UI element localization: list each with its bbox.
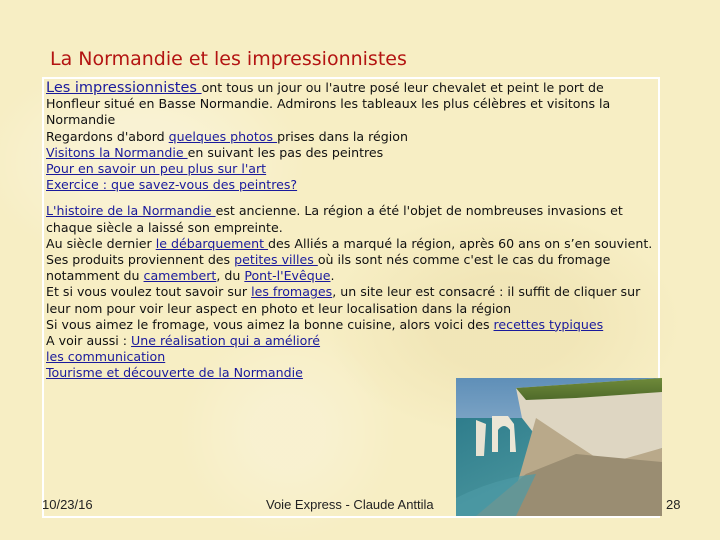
realisation-link[interactable]: Une réalisation qui a amélioré [131, 333, 321, 349]
photos-line-after: prises dans la région [277, 128, 408, 144]
footer-date: 10/23/16 [42, 497, 93, 512]
histoire-paragraph [46, 203, 661, 235]
visitons-line-after: en suivant les pas des peintres [187, 144, 384, 160]
photos-link[interactable]: quelques photos [168, 128, 278, 144]
spacer [46, 193, 661, 203]
recettes-link[interactable]: recettes typiques [493, 316, 604, 332]
recettes-before: Si vous aimez le fromage, vous aimez la bonne cuisine, alors voici des [46, 316, 494, 332]
footer-page-number: 28 [666, 497, 681, 512]
voir-aussi-before: A voir aussi : [46, 333, 132, 349]
fromages-before: Et si vous voulez tout savoir sur [46, 284, 252, 300]
art-line [46, 161, 661, 177]
debarquement-link[interactable]: le débarquement [155, 235, 269, 251]
photos-line-before: Regardons d'abord [46, 128, 169, 144]
exercice-line [46, 177, 661, 193]
communication-line [46, 349, 661, 365]
page-title: La Normandie et les impressionnistes [50, 48, 407, 70]
pont-leveque-link[interactable]: Pont-l'Evêque [244, 268, 331, 284]
petites-villes-link[interactable]: petites villes [234, 252, 318, 268]
fromages-link[interactable]: les fromages [251, 284, 333, 300]
tourisme-link[interactable]: Tourisme et découverte de la Normandie [46, 365, 303, 381]
visitons-line [46, 145, 661, 161]
visitons-link[interactable]: Visitons la Normandie [46, 144, 188, 160]
debarquement-after: des Alliés a marqué la région, après 60 ans on s’en souvient. [268, 235, 653, 251]
histoire-text: est ancienne. La région a été l'objet de nombreuses invasions et chaque siècle a laissé son empreinte. [46, 203, 623, 235]
produits-after: . [330, 268, 335, 284]
communication-link[interactable]: les communication [46, 349, 166, 365]
produits-middle2: , du [216, 268, 245, 284]
content-body [46, 80, 661, 382]
debarquement-paragraph [46, 236, 661, 252]
impressionnistes-link[interactable]: Les impressionnistes [46, 80, 202, 96]
photos-line [46, 129, 661, 145]
camembert-link[interactable]: camembert [143, 268, 217, 284]
intro-text: ont tous un jour ou l'autre posé leur chevalet et peint le port de Honfleur situé en Basse Normandie. Admirons les tableaux les plus célèbres et visitons la Normandie [46, 80, 611, 128]
recettes-paragraph [46, 317, 661, 333]
fromages-paragraph [46, 284, 661, 316]
exercice-link[interactable]: Exercice : que savez-vous des peintres? [46, 177, 298, 193]
art-link[interactable]: Pour en savoir un peu plus sur l'art [46, 161, 267, 177]
produits-before: Ses produits proviennent des [46, 252, 235, 268]
produits-middle: où ils sont nés comme c'est le cas du fromage notamment du [46, 252, 611, 284]
debarquement-before: Au siècle dernier [46, 235, 156, 251]
intro-paragraph [46, 80, 661, 129]
voir-aussi-line [46, 333, 661, 349]
produits-paragraph [46, 252, 661, 284]
histoire-link[interactable]: L'histoire de la Normandie [46, 203, 216, 219]
etretat-cliffs-photo [456, 378, 662, 516]
footer-author: Voie Express - Claude Anttila [266, 497, 434, 512]
fromages-after: , un site leur est consacré : il suffit de cliquer sur leur nom pour voir leur aspect en photo et leur localisation dans la région [46, 284, 641, 316]
